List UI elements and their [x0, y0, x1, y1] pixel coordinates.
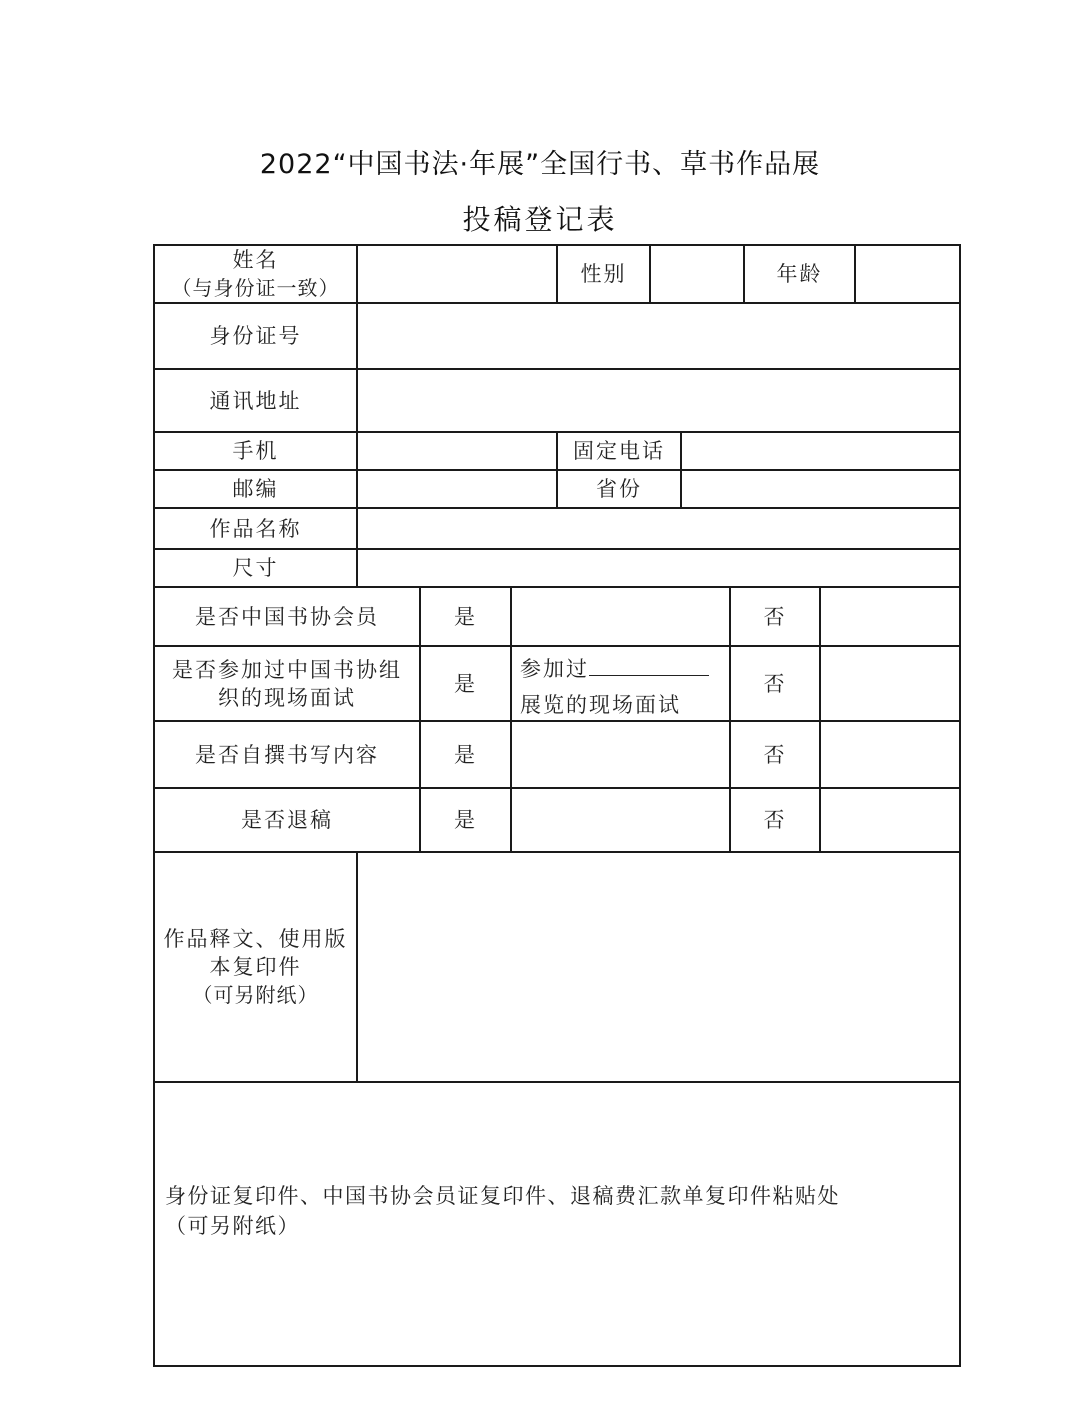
name-label-cell [155, 246, 356, 302]
province-label: 省份 [596, 477, 642, 501]
interview-detail-prefix: 参加过 [520, 657, 589, 681]
return-yes-label: 是 [454, 808, 477, 832]
interview-no-label: 否 [763, 671, 787, 696]
name-note: （与身份证一致） [171, 276, 340, 300]
form-subtitle: 投稿登记表 [462, 203, 618, 236]
member-yes-field[interactable] [512, 588, 729, 645]
name-field[interactable] [358, 246, 556, 302]
name-label: 姓名 [232, 248, 279, 272]
self-written-yes-label: 是 [454, 742, 477, 767]
work-name-label: 作品名称 [209, 516, 302, 541]
age-field[interactable] [856, 246, 959, 302]
table-border-right [959, 244, 961, 1367]
postcode-label: 邮编 [232, 477, 279, 501]
work-text-label [155, 853, 356, 1081]
work-text-label-line-3: （可另附纸） [192, 983, 319, 1007]
interview-detail-line-2: 展览的现场面试 [520, 693, 681, 717]
size-label: 尺寸 [232, 556, 279, 580]
province-field[interactable] [682, 471, 959, 507]
id-number-label: 身份证号 [209, 324, 302, 348]
id-number-field[interactable] [358, 304, 959, 368]
paste-label [165, 1181, 955, 1241]
interview-no-field[interactable] [821, 647, 959, 720]
paste-label-line-2: （可另附纸） [165, 1214, 300, 1238]
landline-label: 固定电话 [573, 439, 665, 463]
self-written-no-field[interactable] [821, 722, 959, 787]
mobile-field[interactable] [358, 433, 556, 469]
gender-field[interactable] [651, 246, 743, 302]
interview-label [155, 647, 419, 720]
return-label: 是否退稿 [241, 808, 333, 832]
work-text-field[interactable] [358, 853, 959, 1081]
interview-label-line-1: 是否参加过中国书协组 [172, 657, 402, 682]
self-written-yes-field[interactable] [512, 722, 729, 787]
landline-field[interactable] [682, 433, 959, 469]
exhibition-name-blank[interactable] [589, 657, 709, 676]
self-written-no-label: 否 [763, 742, 787, 767]
table-border-bottom [153, 1365, 961, 1367]
interview-yes-label: 是 [454, 671, 477, 696]
work-name-field[interactable] [358, 509, 959, 548]
age-label: 年龄 [776, 262, 823, 286]
return-yes-field[interactable] [512, 789, 729, 851]
member-no-label: 否 [763, 604, 787, 629]
self-written-label: 是否自撰书写内容 [195, 742, 379, 767]
return-no-label: 否 [763, 808, 787, 832]
form-title: 2022“中国书法·年展”全国行书、草书作品展 [259, 149, 821, 180]
return-no-field[interactable] [821, 789, 959, 851]
work-text-label-line-2: 本复印件 [209, 955, 302, 979]
member-yes-label: 是 [454, 604, 477, 629]
interview-detail-line-1 [520, 654, 725, 684]
size-field[interactable] [358, 550, 959, 586]
postcode-field[interactable] [358, 471, 556, 507]
gender-label: 性别 [580, 262, 627, 286]
member-label: 是否中国书协会员 [195, 604, 379, 629]
mobile-label: 手机 [232, 439, 279, 463]
paste-label-line-1: 身份证复印件、中国书协会员证复印件、退稿费汇款单复印件粘贴处 [165, 1184, 840, 1208]
member-no-field[interactable] [821, 588, 959, 645]
paste-area[interactable] [155, 1083, 959, 1365]
interview-label-line-2: 织的现场面试 [218, 685, 356, 710]
address-label: 通讯地址 [209, 388, 302, 413]
work-text-label-line-1: 作品释文、使用版 [163, 927, 348, 951]
address-field[interactable] [358, 370, 959, 431]
interview-detail-field[interactable] [520, 654, 725, 720]
